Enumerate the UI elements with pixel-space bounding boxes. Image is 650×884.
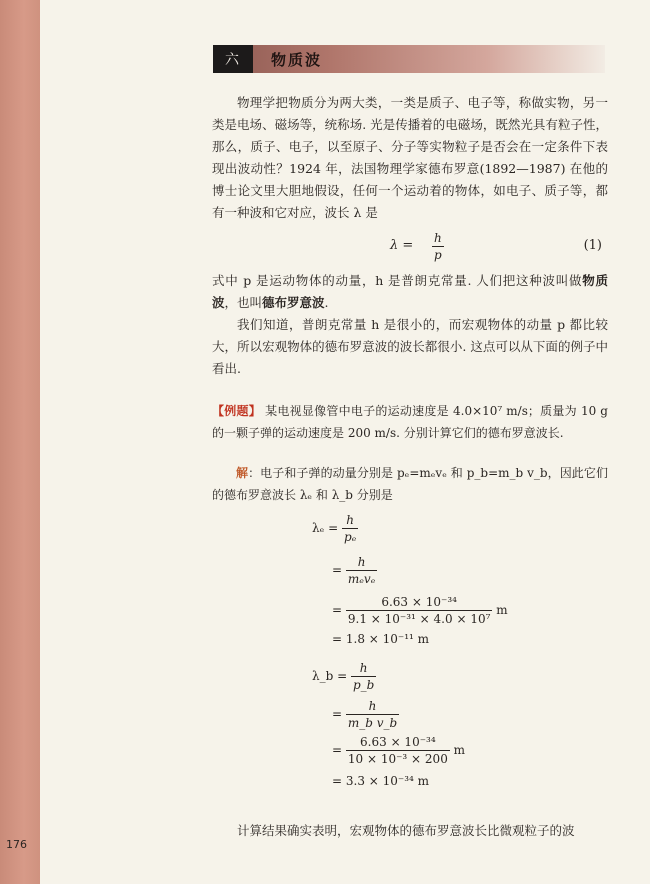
paragraph-definition xyxy=(212,270,608,314)
electron-frac-3 xyxy=(346,594,493,627)
electron-step-3: = $\frac{\text{6.63 × 10⁻³⁴}}{\text{9.1 × 10⁻³¹ × 4.0 × 10⁷}}$ m xyxy=(332,595,508,626)
bullet-step-3: = $\frac{\text{6.63 × 10⁻³⁴}}{\text{10 × 10⁻³ × 200}}$ m xyxy=(332,735,466,766)
equation-fraction xyxy=(432,230,444,263)
definition-text-c: ，也叫 xyxy=(224,295,263,310)
equation-denominator: p xyxy=(434,248,442,262)
bullet-frac-1-num: h xyxy=(359,661,368,675)
term-de-broglie-wave: 德布罗意波 xyxy=(262,295,325,310)
bullet-frac-2-num: h xyxy=(368,699,377,713)
bullet-frac-2 xyxy=(346,698,399,731)
bullet-frac-1-den: p_b xyxy=(352,678,375,692)
term-matter-wave: 物质波 xyxy=(212,273,608,310)
electron-frac-1 xyxy=(342,512,358,545)
electron-frac-2-num: h xyxy=(357,555,366,569)
electron-lhs: λₑ = xyxy=(312,521,339,535)
bullet-step-2: = $\frac{h}{\text{m\_b v\_b}}$ xyxy=(332,699,398,730)
bullet-frac-2-den: m_b v_b xyxy=(347,716,398,730)
page-number: 176 xyxy=(6,838,27,851)
equation-lhs: λ = xyxy=(390,238,414,253)
example-text: 某电视显像管中电子的运动速度是 4.0×10⁷ m/s；质量为 10 g 的一颗子弹的运动速度是 200 m/s. 分别计算它们的德布罗意波长. xyxy=(212,404,608,440)
definition-text-d: . xyxy=(324,295,329,310)
section-title: 物质波 xyxy=(271,50,323,69)
section-number: 六 xyxy=(213,45,253,73)
paragraph-explanation: 我们知道，普朗克常量 h 是很小的，而宏观物体的动量 p 都比较大，所以宏观物体的德布罗意波的波长都很小. 这点可以从下面的例子中看出. xyxy=(212,317,608,376)
page-margin-strip xyxy=(0,0,40,884)
electron-step-2: = $\frac{h}{\text{mₑvₑ}}$ xyxy=(332,555,376,586)
electron-frac-2 xyxy=(346,554,377,587)
paragraph-conclusion: 计算结果确实表明，宏观物体的德布罗意波长比微观粒子的波 xyxy=(237,823,575,838)
bullet-frac-3-den: 10 × 10⁻³ × 200 xyxy=(347,752,448,766)
example-label: 【例题】 xyxy=(212,404,262,418)
electron-frac-1-den: pₑ xyxy=(343,530,357,544)
electron-frac-3-num: 6.63 × 10⁻³⁴ xyxy=(381,595,457,609)
bullet-result: = 3.3 × 10⁻³⁴ m xyxy=(332,774,430,788)
bullet-frac-3-num: 6.63 × 10⁻³⁴ xyxy=(360,735,436,749)
electron-frac-3-den: 9.1 × 10⁻³¹ × 4.0 × 10⁷ xyxy=(347,612,491,626)
bullet-lhs: λ_b = xyxy=(312,669,348,683)
electron-result: = 1.8 × 10⁻¹¹ m xyxy=(332,632,430,646)
equation-numerator: h xyxy=(434,231,442,245)
solution-label: 解 xyxy=(236,466,249,480)
paragraph-intro: 物理学把物质分为两大类，一类是质子、电子等，称做实物，另一类是电场、磁场等，统称场. 光是传播着的电磁场，既然光具有粒子性，那么，质子、电子，以至原子、分子等实物粒子是否会在一定条件下表现出波动性？1924 年，法国物理学家德布罗意(1892—1987) 在他的博士论文里大胆地假设，任何一个运动着的物体，如电子、质子等，都有一种波和它对应，波长 λ 是 xyxy=(212,95,608,220)
electron-step-1 xyxy=(312,512,358,545)
bullet-step-1 xyxy=(312,660,376,693)
bullet-frac-1 xyxy=(351,660,376,693)
solution-intro xyxy=(212,462,608,506)
bullet-frac-3 xyxy=(346,734,450,767)
bullet-unit: m xyxy=(453,743,466,757)
equation-de-broglie xyxy=(212,228,608,268)
electron-frac-1-num: h xyxy=(346,513,354,527)
solution-text: ：电子和子弹的动量分别是 pₑ=mₑvₑ 和 p_b=m_b v_b，因此它们的德布罗意波长 λₑ 和 λ_b 分别是 xyxy=(212,466,608,502)
example-block xyxy=(212,400,608,444)
section-banner xyxy=(213,45,605,73)
equation-tag: (1) xyxy=(583,238,602,253)
definition-text-a: 式中 p 是运动物体的动量，h 是普朗克常量. 人们把这种波叫做 xyxy=(212,273,583,288)
electron-frac-2-den: mₑvₑ xyxy=(347,572,376,586)
electron-unit: m xyxy=(496,603,508,617)
